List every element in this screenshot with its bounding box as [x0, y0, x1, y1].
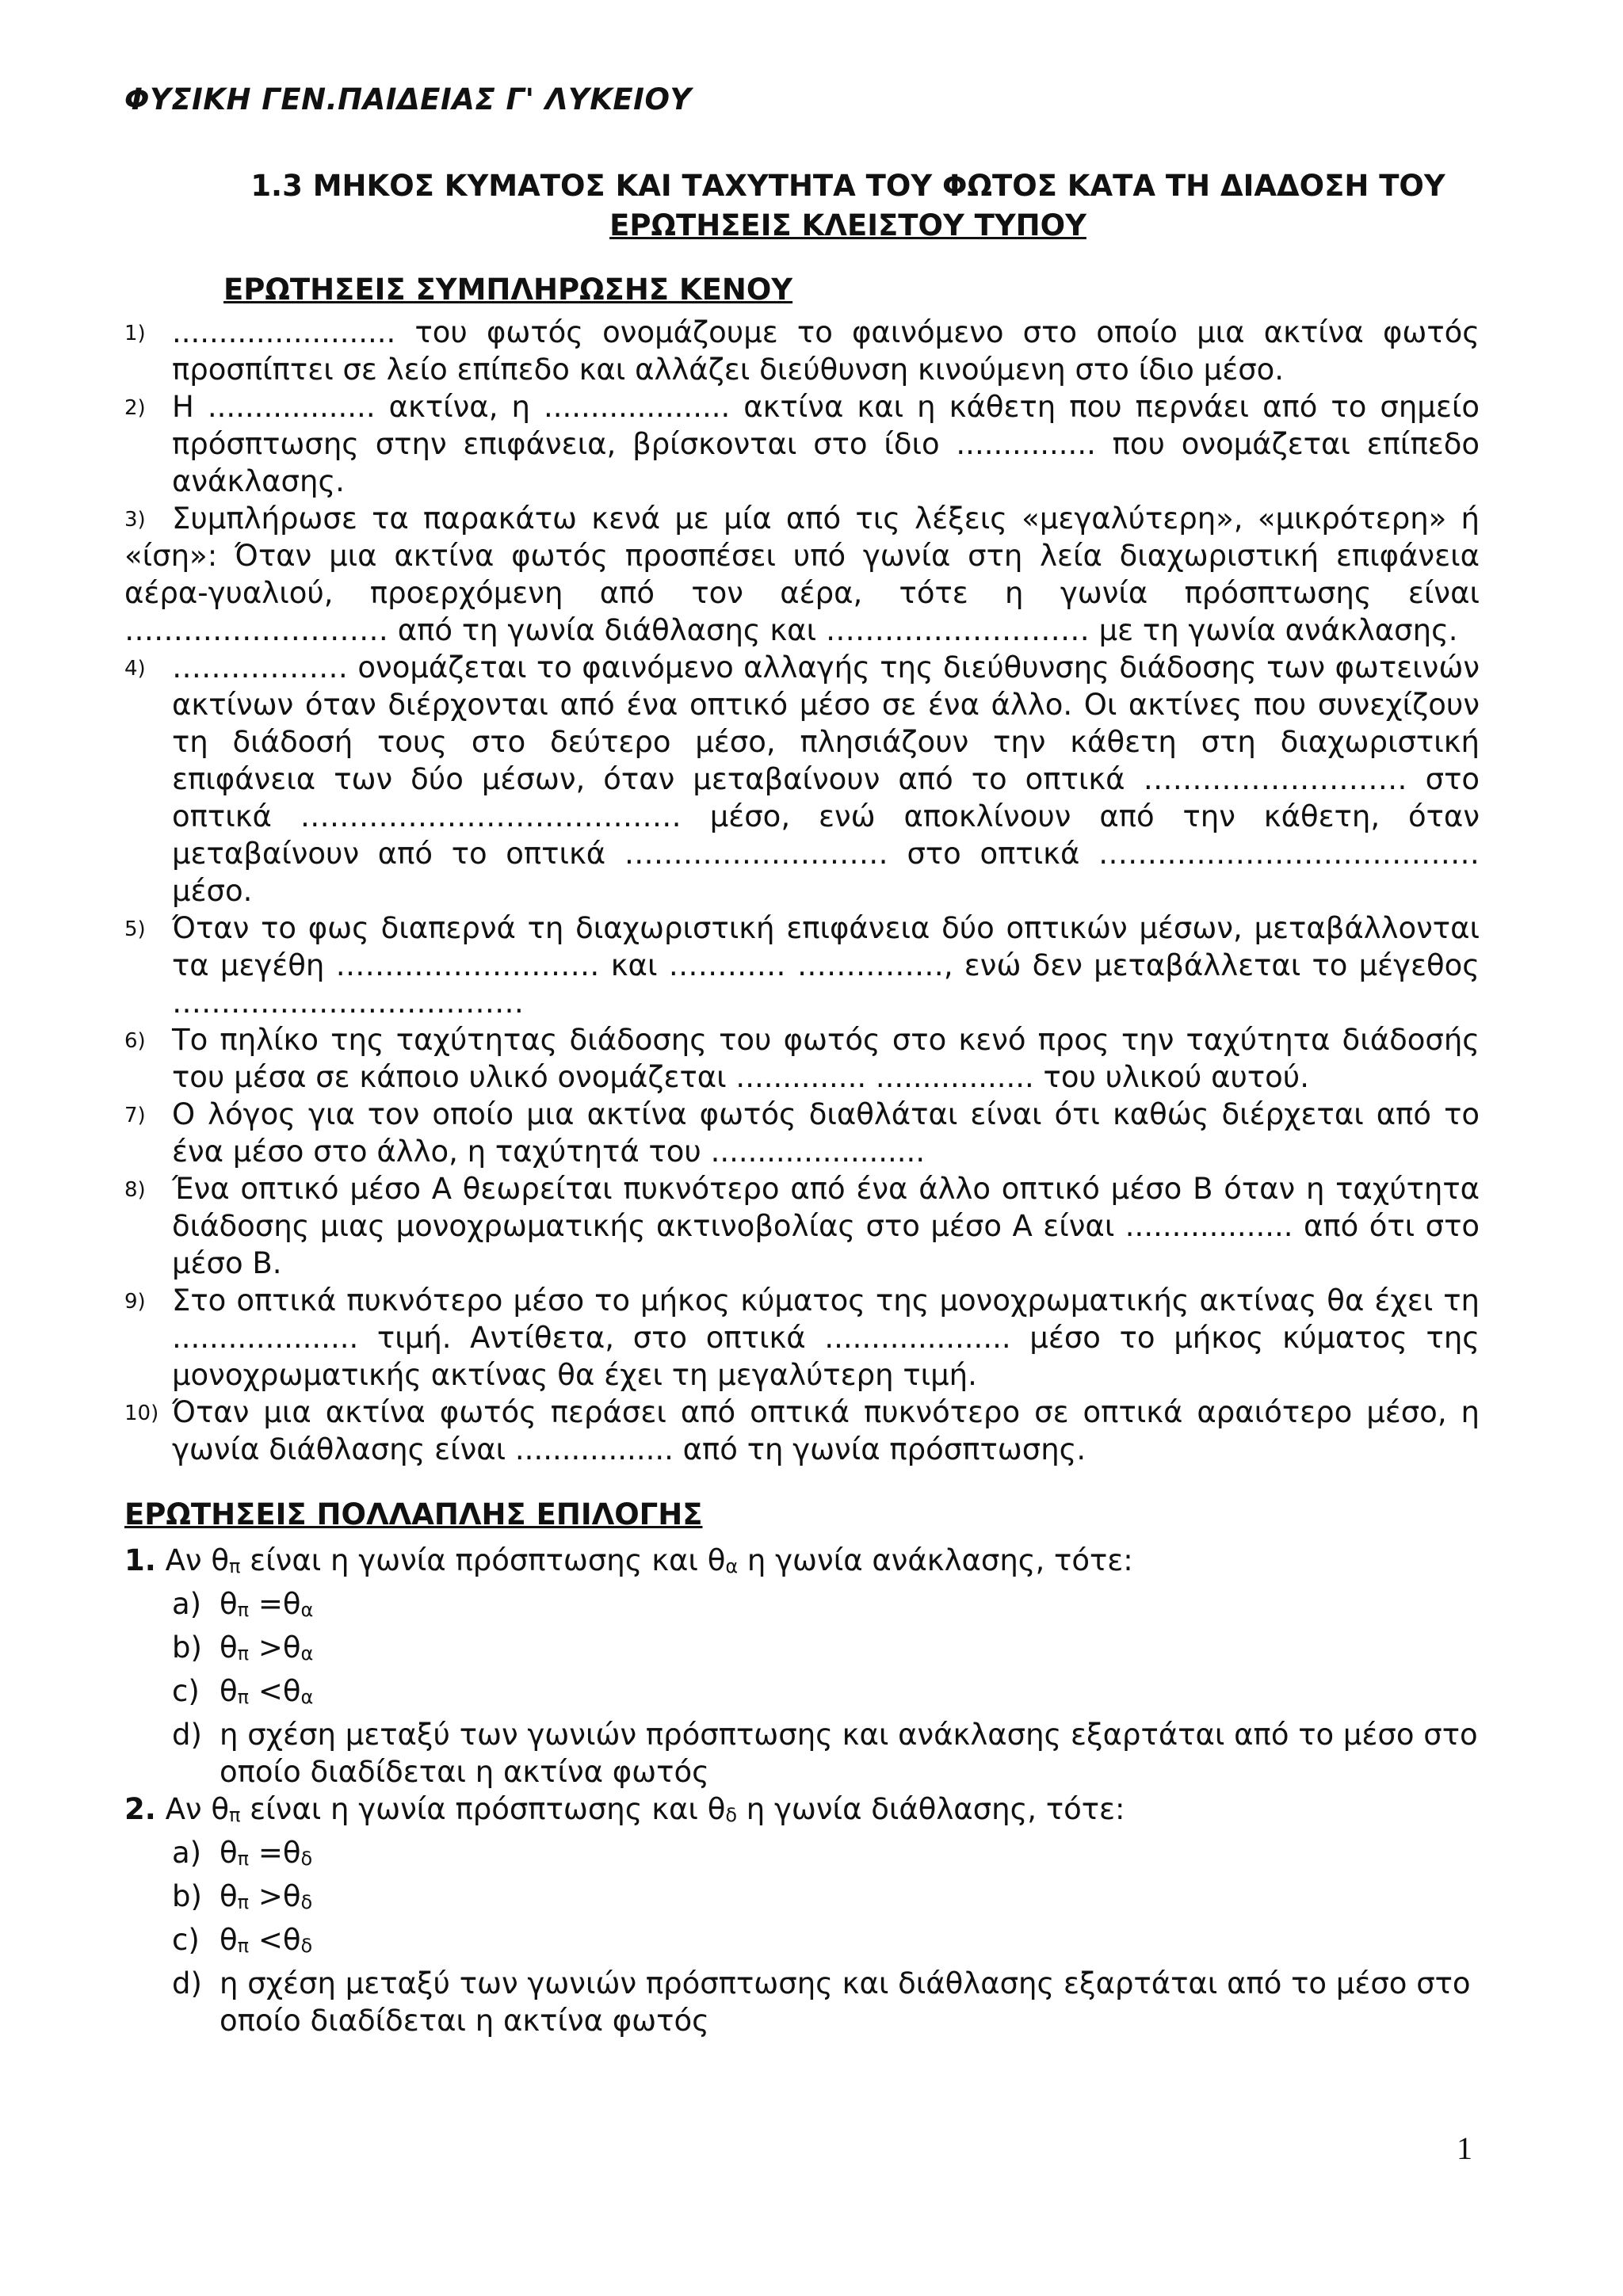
mc-question-number: 1. [124, 1543, 156, 1577]
subscript: δ [300, 1935, 313, 1957]
fill-question-text: Στο οπτικά πυκνότερο μέσο το μήκος κύματος της μονοχρωματικής ακτίνας θα έχει τη .................... τιμή. Αντίθετα, στο οπτικά .................... μέσο το μήκος κύματος της μονοχρωματικής ακτίνας θα έχει τη μεγαλύτερη τιμή. [172, 1283, 1480, 1392]
mc-option-text: η σχέση μεταξύ των γωνιών πρόσπτωσης και διάθλασης εξαρτάται από το μέσο στο οποίο διαδίδεται η ακτίνα φωτός [220, 1966, 1471, 2038]
fill-question-text: Όταν το φως διαπερνά τη διαχωριστική επιφάνεια δύο οπτικών μέσων, μεταβάλλονται τα μεγέθη ……………………… και ………… ……………, ενώ δεν μεταβάλλεται το μέγεθος ……………………………… [172, 911, 1480, 1020]
mc-option-label: b) [172, 1879, 202, 1913]
mc-question [124, 1791, 1480, 1834]
mc-option-text: θ [220, 1630, 238, 1665]
mc-option-text: =θ [249, 1836, 301, 1870]
fill-question-number: 4) [124, 657, 146, 681]
subscript: δ [300, 1848, 313, 1870]
mc-option-label: d) [172, 1718, 202, 1752]
mc-option-label: c) [172, 1674, 200, 1708]
lesson-title-block [158, 166, 1537, 246]
fill-question [124, 1096, 1480, 1170]
fill-question-number: 7) [124, 1104, 146, 1127]
fill-question [124, 1282, 1480, 1394]
subscript: π [237, 1599, 250, 1621]
mc-question [124, 1542, 1480, 1585]
mc-option-text: >θ [249, 1630, 301, 1665]
mc-option-label: d) [172, 1966, 202, 2000]
fill-question [124, 1021, 1480, 1096]
fill-question-number: 8) [124, 1178, 146, 1202]
fill-question-number: 1) [124, 322, 146, 345]
mc-question-number: 2. [124, 1792, 156, 1826]
fill-question-text: Συμπλήρωσε τα παρακάτω κενά με μία από τις λέξεις «μεγαλύτερη», «μικρότερη» ή «ίση»: Όταν μια ακτίνα φωτός προσπέσει υπό γωνία στη λεία διαχωριστική επιφάνεια αέρα-γυαλιού, προερχόμενη από τον αέρα, τότε η γωνία πρόσπτωσης είναι ……………………… από τη γωνία διάθλασης και ……………………… με τη γωνία ανάκλασης. [124, 502, 1480, 647]
subscript: π [237, 1848, 250, 1870]
fill-question [124, 1170, 1480, 1282]
mc-option [124, 1716, 1480, 1791]
mc-option [124, 1878, 1480, 1921]
fill-question-text: Όταν μια ακτίνα φωτός περάσει από οπτικά πυκνότερο σε οπτικά αραιότερο μέσο, η γωνία διάθλασης είναι ................. από τη γωνία πρόσπτωσης. [172, 1395, 1480, 1466]
subscript: δ [725, 1804, 738, 1826]
fill-question-text: ……………… ονομάζεται το φαινόμενο αλλαγής της διεύθυνσης διάδοσης των φωτεινών ακτίνων όταν διέρχονται από ένα οπτικό μέσο σε ένα άλλο. Οι ακτίνες που συνεχίζουν τη διάδοσή τους στο δεύτερο μέσο, πλησιάζουν την κάθετη στη διαχωριστική επιφάνεια των δύο μέσων, όταν μεταβαίνουν από το οπτικά ……………………… στο οπτικά ………………………………… μέσο, ενώ αποκλίνουν από την κάθετη, όταν μεταβαίνουν από το οπτικά ……………………… στο οπτικά ………………………………… μέσο. [172, 650, 1480, 908]
fill-question-number: 6) [124, 1029, 146, 1053]
mc-question-text: Αν θ [155, 1792, 229, 1826]
mc-option-text: >θ [249, 1879, 301, 1913]
mc-option [124, 1921, 1480, 1965]
fill-question [124, 649, 1480, 910]
subscript: α [300, 1642, 314, 1665]
subscript: π [237, 1686, 250, 1708]
mc-option-text: <θ [249, 1923, 301, 1957]
fill-question-text: Ένα οπτικό μέσο Α θεωρείται πυκνότερο από ένα άλλο οπτικό μέσο Β όταν η ταχύτητα διάδοσης μιας μονοχρωματικής ακτινοβολίας στο μέσο Α είναι .................. από ότι στο μέσο Β. [172, 1172, 1480, 1280]
fill-question-number: 9) [124, 1290, 146, 1314]
mc-option [124, 1672, 1480, 1716]
mc-question-text: Αν θ [155, 1543, 229, 1577]
mc-option-text: θ [220, 1587, 238, 1621]
mc-option [124, 1629, 1480, 1672]
fill-question-number: 3) [124, 508, 146, 532]
fill-question-text: Η .................. ακτίνα, η .................... ακτίνα και η κάθετη που περνάει από το σημείο πρόσπτωσης στην επιφάνεια, βρίσκονται στο ίδιο ............... που ονομάζεται επίπεδο ανάκλασης. [172, 390, 1480, 498]
mc-option [124, 1585, 1480, 1629]
subscript: α [725, 1555, 739, 1577]
fill-question-text: Ο λόγος για τον οποίο μια ακτίνα φωτός διαθλάται είναι ότι καθώς διέρχεται από το ένα μέσο στο άλλο, η ταχύτητά του ....................... [172, 1097, 1480, 1169]
mc-question-text: είναι η γωνία πρόσπτωσης και θ [240, 1792, 726, 1826]
mc-option-text: η σχέση μεταξύ των γωνιών πρόσπτωσης και ανάκλασης εξαρτάται από το μέσο στο οποίο διαδίδεται η ακτίνα φωτός [220, 1718, 1478, 1789]
fill-question [124, 500, 1480, 649]
subscript: α [300, 1599, 314, 1621]
mc-option-text: θ [220, 1923, 238, 1957]
mc-option-text: θ [220, 1674, 238, 1708]
mc-option-text: <θ [249, 1674, 301, 1708]
fill-question-number: 2) [124, 396, 146, 420]
page-number: 1 [1457, 2130, 1472, 2166]
fill-question-text: Το πηλίκο της ταχύτητας διάδοσης του φωτός στο κενό προς την ταχύτητα διάδοσής του μέσα σε κάποιο υλικό ονομάζεται .............. ................. του υλικού αυτού. [172, 1023, 1480, 1094]
fill-question [124, 314, 1480, 388]
subscript: π [228, 1804, 241, 1826]
mc-option-text: =θ [249, 1587, 301, 1621]
lesson-title: 1.3 ΜΗΚΟΣ ΚΥΜΑΤΟΣ ΚΑΙ ΤΑΧΥΤΗΤΑ ΤΟΥ ΦΩΤΟΣ ΚΑΤΑ ΤΗ ΔΙΑΔΟΣΗ ΤΟΥ [250, 169, 1445, 203]
mc-option-label: a) [172, 1587, 202, 1621]
mc-question-list [124, 1542, 1480, 2039]
mc-question-text: είναι η γωνία πρόσπτωσης και θ [240, 1543, 726, 1577]
mc-option [124, 1834, 1480, 1878]
fill-question-number: 5) [124, 917, 146, 941]
mc-section-heading: ΕΡΩΤΗΣΕΙΣ ΠΟΛΛΑΠΛΗΣ ΕΠΙΛΟΓΗΣ [124, 1497, 703, 1531]
mc-question-text: η γωνία διάθλασης, τότε: [737, 1792, 1125, 1826]
fill-question-list [124, 314, 1480, 1468]
mc-option-label: b) [172, 1630, 202, 1665]
fill-question [124, 910, 1480, 1021]
lesson-subtitle: ΕΡΩΤΗΣΕΙΣ ΚΛΕΙΣΤΟΥ ΤΥΠΟΥ [609, 208, 1086, 242]
mc-option [124, 1965, 1480, 2039]
subscript: δ [300, 1891, 313, 1913]
mc-option-text: θ [220, 1836, 238, 1870]
course-header: ΦΥΣΙΚΗ ΓΕΝ.ΠΑΙΔΕΙΑΣ Γ' ΛΥΚΕΙΟΥ [124, 82, 692, 116]
mc-option-text: θ [220, 1879, 238, 1913]
fill-question [124, 388, 1480, 500]
subscript: π [237, 1935, 250, 1957]
mc-option-label: c) [172, 1923, 200, 1957]
fill-question-text: ........................ του φωτός ονομάζουμε το φαινόμενο στο οποίο μια ακτίνα φωτός προσπίπτει σε λείο επίπεδο και αλλάζει διεύθυνση κινούμενη στο ίδιο μέσο. [172, 315, 1480, 387]
subscript: α [300, 1686, 314, 1708]
subscript: π [237, 1891, 250, 1913]
mc-question-text: η γωνία ανάκλασης, τότε: [738, 1543, 1133, 1577]
subscript: π [237, 1642, 250, 1665]
fill-question [124, 1394, 1480, 1468]
mc-option-label: a) [172, 1836, 202, 1870]
fill-section-heading: ΕΡΩΤΗΣΕΙΣ ΣΥΜΠΛΗΡΩΣΗΣ ΚΕΝΟΥ [223, 273, 793, 307]
fill-question-number: 10) [124, 1402, 159, 1425]
subscript: π [228, 1555, 241, 1577]
